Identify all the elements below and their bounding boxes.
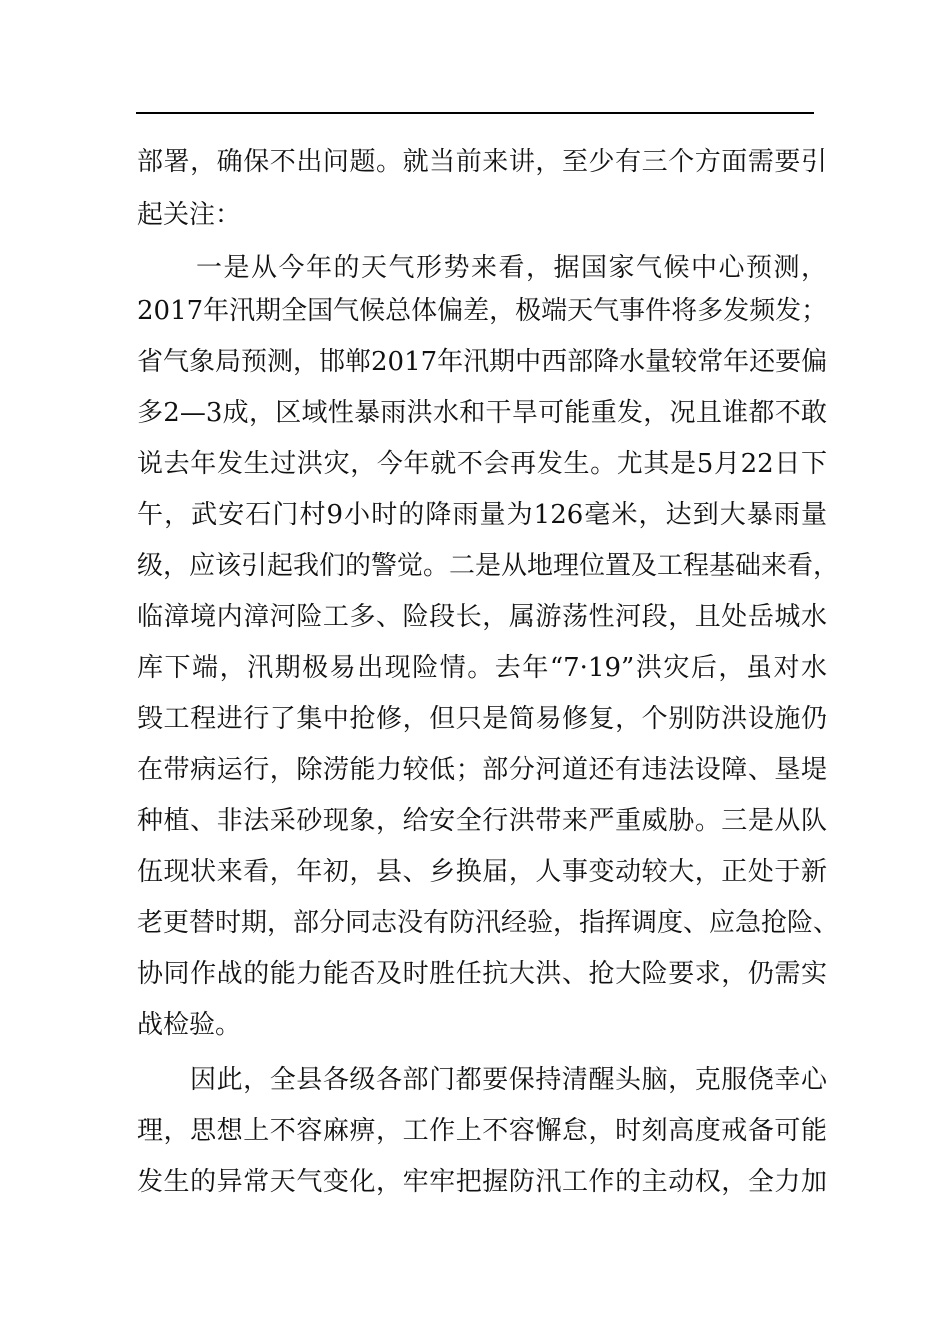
text-line: 种植、非法采砂现象，给安全行洪带来严重威胁。三是从队 <box>137 806 827 836</box>
paragraph-first-line: 因此，全县各级各部门都要保持清醒头脑，克服侥幸心 <box>190 1065 827 1095</box>
text-line: 在带病运行，除涝能力较低；部分河道还有违法设障、垦堤 <box>137 755 827 785</box>
text-line: 起关注： <box>137 200 242 230</box>
text-line: 库下端，汛期极易出现险情。去年“7·19”洪灾后，虽对水 <box>137 653 827 683</box>
text-line: 午，武安石门村9小时的降雨量为126毫米，达到大暴雨量 <box>137 500 827 530</box>
paragraph-first-line: 一是从今年的天气形势来看，据国家气候中心预测， <box>196 253 827 283</box>
header-rule <box>136 112 814 114</box>
text-line: 级，应该引起我们的警觉。二是从地理位置及工程基础来看， <box>137 551 840 581</box>
text-line: 战检验。 <box>137 1010 242 1040</box>
text-line: 多2—3成，区域性暴雨洪水和干旱可能重发，况且谁都不敢 <box>137 398 827 428</box>
text-line: 协同作战的能力能否及时胜任抗大洪、抢大险要求，仍需实 <box>137 959 827 989</box>
text-line: 省气象局预测，邯郸2017年汛期中西部降水量较常年还要偏 <box>137 347 828 377</box>
text-line: 伍现状来看，年初，县、乡换届，人事变动较大，正处于新 <box>137 857 827 887</box>
text-line: 毁工程进行了集中抢修，但只是简易修复，个别防洪设施仍 <box>137 704 827 734</box>
text-line: 理，思想上不容麻痹，工作上不容懈怠，时刻高度戒备可能 <box>137 1116 827 1146</box>
text-line: 发生的异常天气变化，牢牢把握防汛工作的主动权，全力加 <box>137 1167 827 1197</box>
text-line: 2017年汛期全国气候总体偏差，极端天气事件将多发频发； <box>137 296 828 326</box>
text-line: 部署，确保不出问题。就当前来讲，至少有三个方面需要引 <box>137 147 827 177</box>
text-line: 说去年发生过洪灾，今年就不会再发生。尤其是5月22日下 <box>137 449 827 479</box>
text-line: 老更替时期，部分同志没有防汛经验，指挥调度、应急抢险、 <box>137 908 840 938</box>
text-line: 临漳境内漳河险工多、险段长，属游荡性河段，且处岳城水 <box>137 602 827 632</box>
